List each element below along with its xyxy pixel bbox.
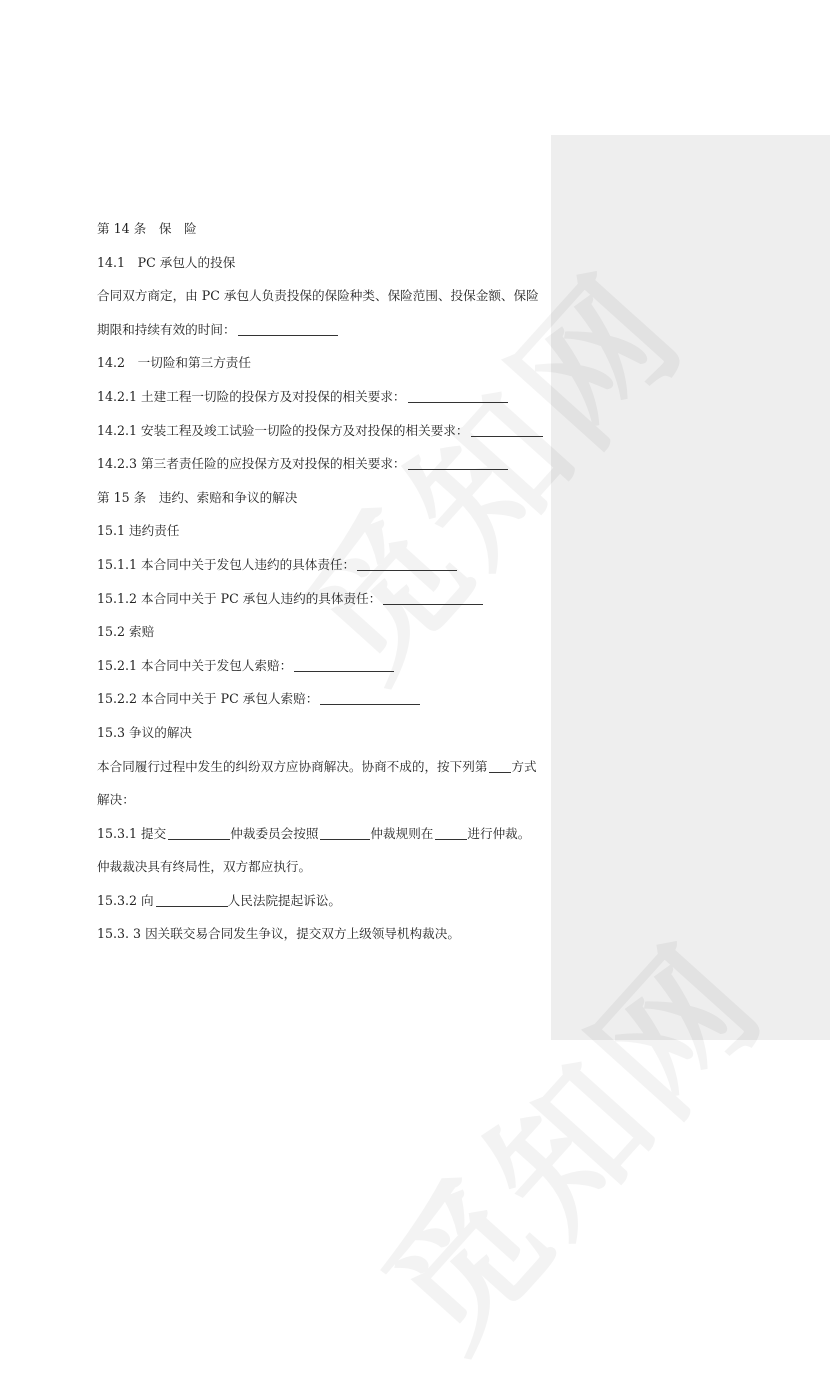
- section-15-2-title: 15.2 索赔: [97, 624, 155, 640]
- section-15-3-2: [97, 884, 557, 918]
- section-14-1-text-cont: [97, 313, 557, 347]
- text: 14.2.1 安装工程及竣工试验一切险的投保方及对投保的相关要求：: [97, 422, 469, 438]
- text: 期限和持续有效的时间：: [97, 321, 236, 337]
- section-15-2-1: [97, 649, 557, 683]
- section-15-1-title: 15.1 违约责任: [97, 523, 180, 539]
- text: 14.2.3 第三者责任险的应投保方及对投保的相关要求：: [97, 456, 406, 472]
- section-14-1-title: 14.1 PC 承包人的投保: [97, 254, 236, 270]
- fill-blank[interactable]: [435, 825, 467, 840]
- section-15-3-1: [97, 817, 557, 851]
- section-15-3-text: [97, 750, 557, 784]
- text: 人民法院提起诉讼。: [227, 892, 341, 908]
- side-panel: [551, 135, 830, 1040]
- text: 本合同履行过程中发生的纠纷双方应协商解决。协商不成的，按下列第: [97, 758, 488, 774]
- article-15-title: 第 15 条 违约、索赔和争议的解决: [97, 489, 298, 505]
- fill-blank[interactable]: [383, 590, 483, 605]
- fill-blank[interactable]: [320, 825, 370, 840]
- fill-blank[interactable]: [320, 690, 420, 705]
- text: 14.2.1 土建工程一切险的投保方及对投保的相关要求：: [97, 388, 406, 404]
- text: 15.3.1 提交: [97, 825, 167, 841]
- text: 方式: [511, 758, 537, 774]
- section-15-3-3: 15.3. 3 因关联交易合同发生争议，提交双方上级领导机构裁决。: [97, 926, 460, 942]
- text: 15.1.2 本合同中关于 PC 承包人违约的具体责任：: [97, 590, 382, 606]
- fill-blank[interactable]: [489, 758, 511, 773]
- text: 15.2.1 本合同中关于发包人索赔：: [97, 657, 293, 673]
- document-body: [97, 212, 557, 951]
- text: 15.1.1 本合同中关于发包人违约的具体责任：: [97, 556, 356, 572]
- fill-blank[interactable]: [471, 422, 543, 437]
- section-14-2-1a: [97, 380, 557, 414]
- article-14-title: 第 14 条 保 险: [97, 221, 197, 236]
- text: 仲裁规则在: [370, 825, 434, 841]
- section-15-2-2: [97, 682, 557, 716]
- text: 仲裁委员会按照: [230, 825, 319, 841]
- text: 进行仲裁。: [467, 825, 531, 841]
- fill-blank[interactable]: [294, 657, 394, 672]
- section-14-2-1b: [97, 414, 557, 448]
- fill-blank[interactable]: [408, 388, 508, 403]
- section-14-2-3: [97, 447, 557, 481]
- fill-blank[interactable]: [238, 321, 338, 336]
- text: 15.2.2 本合同中关于 PC 承包人索赔：: [97, 691, 319, 707]
- section-15-1-1: [97, 548, 557, 582]
- text: 15.3.2 向: [97, 892, 154, 908]
- section-14-2-title: 14.2 一切险和第三方责任: [97, 355, 251, 371]
- section-15-3-1-cont: 仲裁裁决具有终局性，双方都应执行。: [97, 859, 312, 875]
- section-15-1-2: [97, 582, 557, 616]
- section-15-3-title: 15.3 争议的解决: [97, 724, 193, 740]
- fill-blank[interactable]: [357, 556, 457, 571]
- fill-blank[interactable]: [408, 455, 508, 470]
- section-15-3-text-cont: 解决：: [97, 792, 135, 808]
- fill-blank[interactable]: [168, 825, 230, 840]
- section-14-1-text: 合同双方商定，由 PC 承包人负责投保的保险种类、保险范围、投保金额、保险: [97, 288, 539, 304]
- fill-blank[interactable]: [156, 892, 228, 907]
